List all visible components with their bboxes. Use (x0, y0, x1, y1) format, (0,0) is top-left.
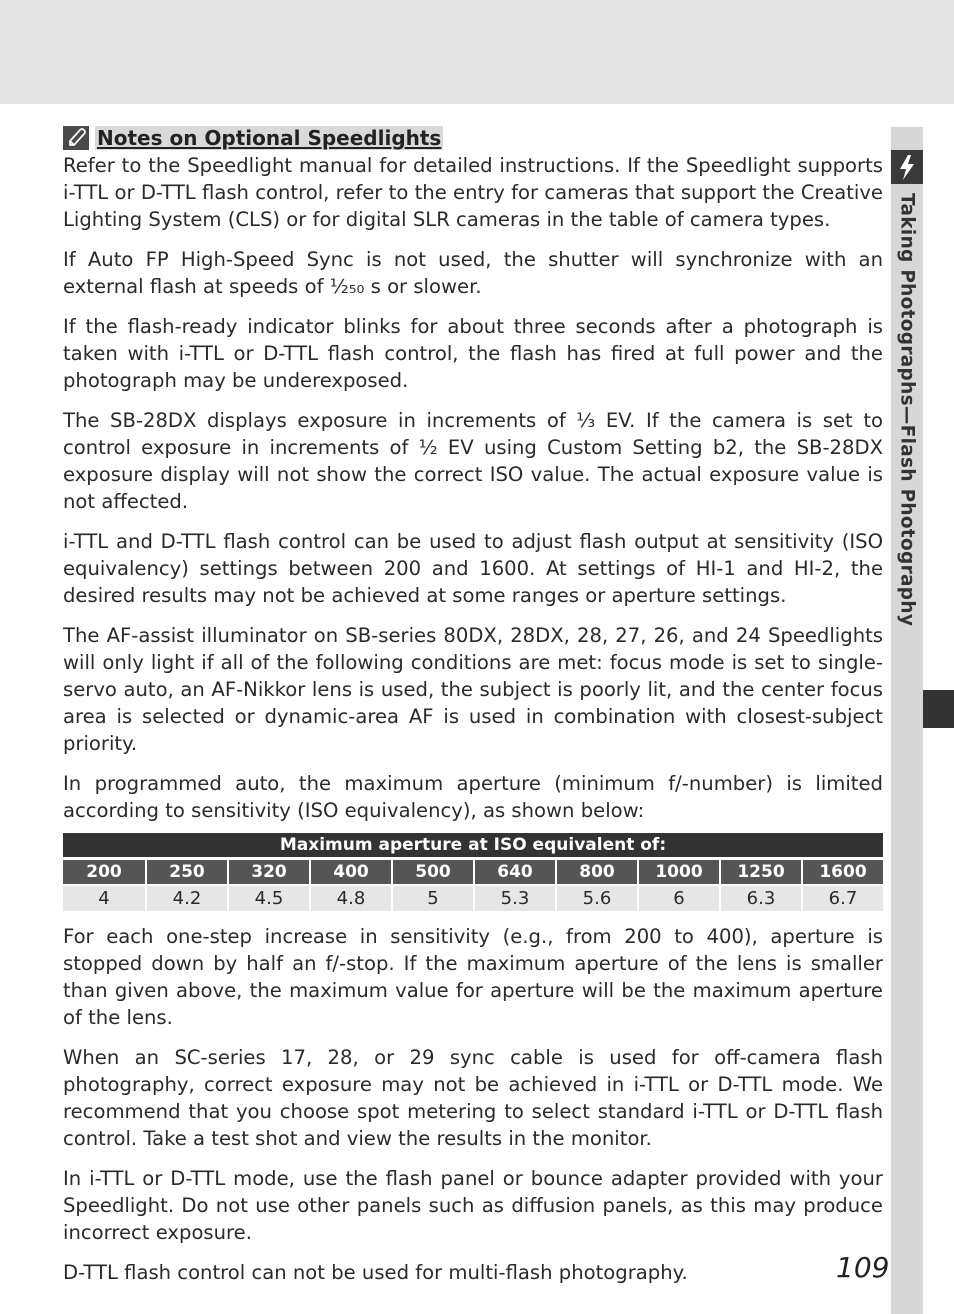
iso-cell: 1000 (637, 857, 719, 884)
chapter-tab-marker (923, 690, 954, 728)
chapter-title: Taking Photographs—Flash Photography (896, 193, 918, 627)
iso-cell: 320 (227, 857, 309, 884)
paragraph: i-TTL and D-TTL flash control can be used to adjust flash output at sensitivity (ISO equivalency) settings between 200 and 1600. At settings of HI-1 and HI-2, the desired results may not be achieved at some ranges or aperture settings. (63, 530, 883, 607)
aperture-cell: 4 (63, 884, 145, 911)
aperture-cell: 5.3 (473, 884, 555, 911)
aperture-cell: 5 (391, 884, 473, 911)
iso-cell: 250 (145, 857, 227, 884)
iso-cell: 400 (309, 857, 391, 884)
iso-header-row (63, 857, 883, 884)
max-aperture-table (63, 833, 883, 911)
aperture-cell: 6.7 (801, 884, 883, 911)
paragraph: If the flash-ready indicator blinks for about three seconds after a photograph is taken with i-TTL or D-TTL flash control, the flash has fired at full power and the photograph may be underexposed. (63, 315, 883, 392)
iso-cell: 1600 (801, 857, 883, 884)
paragraph: In programmed auto, the maximum aperture (minimum f/-number) is limited according to sensitivity (ISO equivalency), as shown below: (63, 772, 883, 822)
iso-cell: 640 (473, 857, 555, 884)
table-caption: Maximum aperture at ISO equivalent of: (63, 833, 883, 857)
paragraph: D-TTL flash control can not be used for multi-flash photography. (63, 1261, 688, 1284)
page-number: 109 (836, 1251, 890, 1284)
aperture-cell: 4.5 (227, 884, 309, 911)
iso-cell: 800 (555, 857, 637, 884)
note-heading (63, 125, 883, 151)
content (63, 125, 890, 1299)
paragraph: For each one-step increase in sensitivity (e.g., from 200 to 400), aperture is stopped down by half an f/-stop. If the maximum aperture of the lens is smaller than given above, the maximum value for aperture will be the maximum aperture of the lens. (63, 925, 883, 1029)
aperture-cell: 6.3 (719, 884, 801, 911)
iso-cell: 200 (63, 857, 145, 884)
paragraph: Refer to the Speedlight manual for detailed instructions. If the Speedlight supports i-TTL or D-TTL flash control, refer to the entry for cameras that support the Creative Lighting System (CLS) or for digital SLR cameras in the table of camera types. (63, 154, 883, 231)
top-band (0, 0, 954, 104)
paragraph: In i-TTL or D-TTL mode, use the flash panel or bounce adapter provided with your Speedlight. Do not use other panels such as diffusion panels, as this may produce incorrect exposure. (63, 1167, 883, 1244)
iso-cell: 1250 (719, 857, 801, 884)
paragraph: The SB-28DX displays exposure in increments of ¹⁄₃ EV. If the camera is set to control exposure in increments of ¹⁄₂ EV using Custom Setting b2, the SB-28DX exposure display will not show the correct ISO value. The actual exposure value is not affected. (63, 409, 883, 513)
pencil-note-icon (63, 126, 89, 150)
note-title: Notes on Optional Speedlights (97, 126, 442, 150)
paragraph: If Auto FP High-Speed Sync is not used, the shutter will synchronize with an external flash at speeds of ¹⁄₂₅₀ s or slower. (63, 248, 883, 298)
paragraph: The AF-assist illuminator on SB-series 80DX, 28DX, 28, 27, 26, and 24 Speedlights will only light if all of the following conditions are met: focus mode is set to single-servo auto, an AF-Nikkor lens is used, the subject is poorly lit, and the center focus area is selected or dynamic-area AF is used in combination with closest-subject priority. (63, 624, 883, 755)
flash-icon (891, 150, 923, 184)
aperture-cell: 6 (637, 884, 719, 911)
aperture-row (63, 884, 883, 911)
paragraph: When an SC-series 17, 28, or 29 sync cable is used for off-camera flash photography, correct exposure may not be achieved in i-TTL or D-TTL mode. We recommend that you choose spot metering to select standard i-TTL or D-TTL flash control. Take a test shot and view the results in the monitor. (63, 1046, 883, 1150)
aperture-cell: 4.8 (309, 884, 391, 911)
iso-cell: 500 (391, 857, 473, 884)
aperture-cell: 4.2 (145, 884, 227, 911)
aperture-cell: 5.6 (555, 884, 637, 911)
